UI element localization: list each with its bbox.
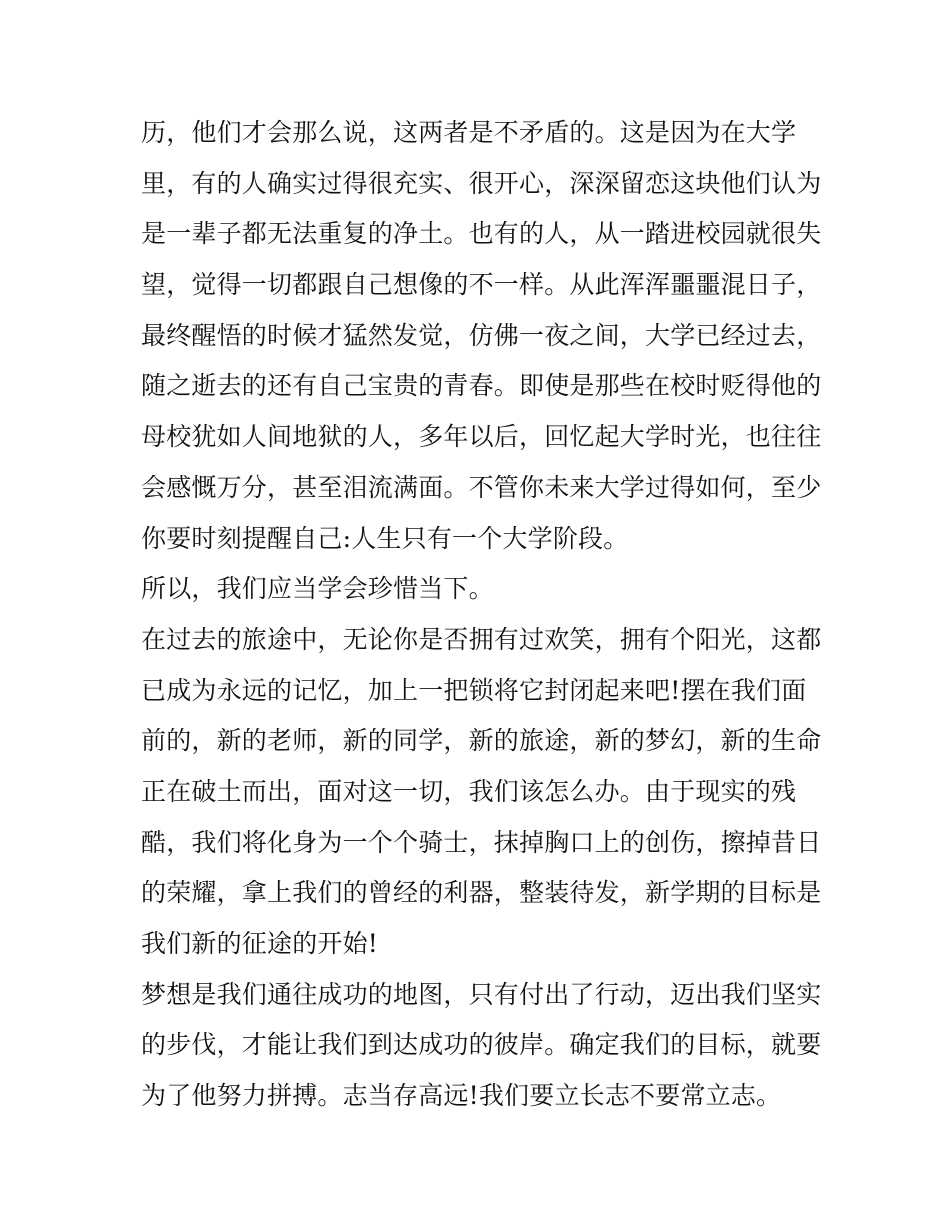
- text-line-2: 里，有的人确实过得很充实、很开心，深深留恋这块他们认为: [141, 168, 822, 198]
- text-line-16: 的荣耀，拿上我们的曾经的利器，整装待发，新学期的目标是: [141, 878, 822, 908]
- text-line-3: 是一辈子都无法重复的净土。也有的人，从一踏进校园就很失: [141, 219, 822, 249]
- text-line-20: 为了他努力拼搏。志当存高远!我们要立长志不要常立志。: [141, 1081, 782, 1111]
- text-line-8: 会感慨万分，甚至泪流满面。不管你未来大学过得如何，至少: [141, 472, 822, 502]
- body-text: [141, 108, 831, 1122]
- text-line-19: 的步伐，才能让我们到达成功的彼岸。确定我们的目标，就要: [141, 1030, 822, 1060]
- text-line-6: 随之逝去的还有自己宝贵的青春。即使是那些在校时贬得他的: [141, 371, 822, 401]
- text-line-4: 望，觉得一切都跟自己想像的不一样。从此浑浑噩噩混日子，: [141, 270, 822, 300]
- text-line-1: 历，他们才会那么说，这两者是不矛盾的。这是因为在大学: [141, 118, 797, 147]
- text-line-18: 梦想是我们通往成功的地图，只有付出了行动，迈出我们坚实: [141, 979, 822, 1009]
- text-line-10: 所以，我们应当学会珍惜当下。: [141, 574, 494, 604]
- text-line-17: 我们新的征途的开始!: [141, 929, 379, 958]
- text-line-9: 你要时刻提醒自己:人生只有一个大学阶段。: [141, 523, 629, 553]
- text-line-11: 在过去的旅途中，无论你是否拥有过欢笑，拥有个阳光，这都: [141, 624, 822, 654]
- text-line-7: 母校犹如人间地狱的人，多年以后，回忆起大学时光，也往往: [141, 422, 822, 452]
- text-line-12: 已成为永远的记忆，加上一把锁将它封闭起来吧!摆在我们面: [141, 675, 807, 705]
- text-line-15: 酷，我们将化身为一个个骑士，抹掉胸口上的创伤，擦掉昔日: [141, 827, 822, 857]
- text-line-13: 前的，新的老师，新的同学，新的旅途，新的梦幻，新的生命: [141, 726, 822, 756]
- text-line-5: 最终醒悟的时候才猛然发觉，仿佛一夜之间，大学已经过去，: [141, 320, 822, 350]
- text-line-14: 正在破土而出，面对这一切，我们该怎么办。由于现实的残: [141, 776, 797, 806]
